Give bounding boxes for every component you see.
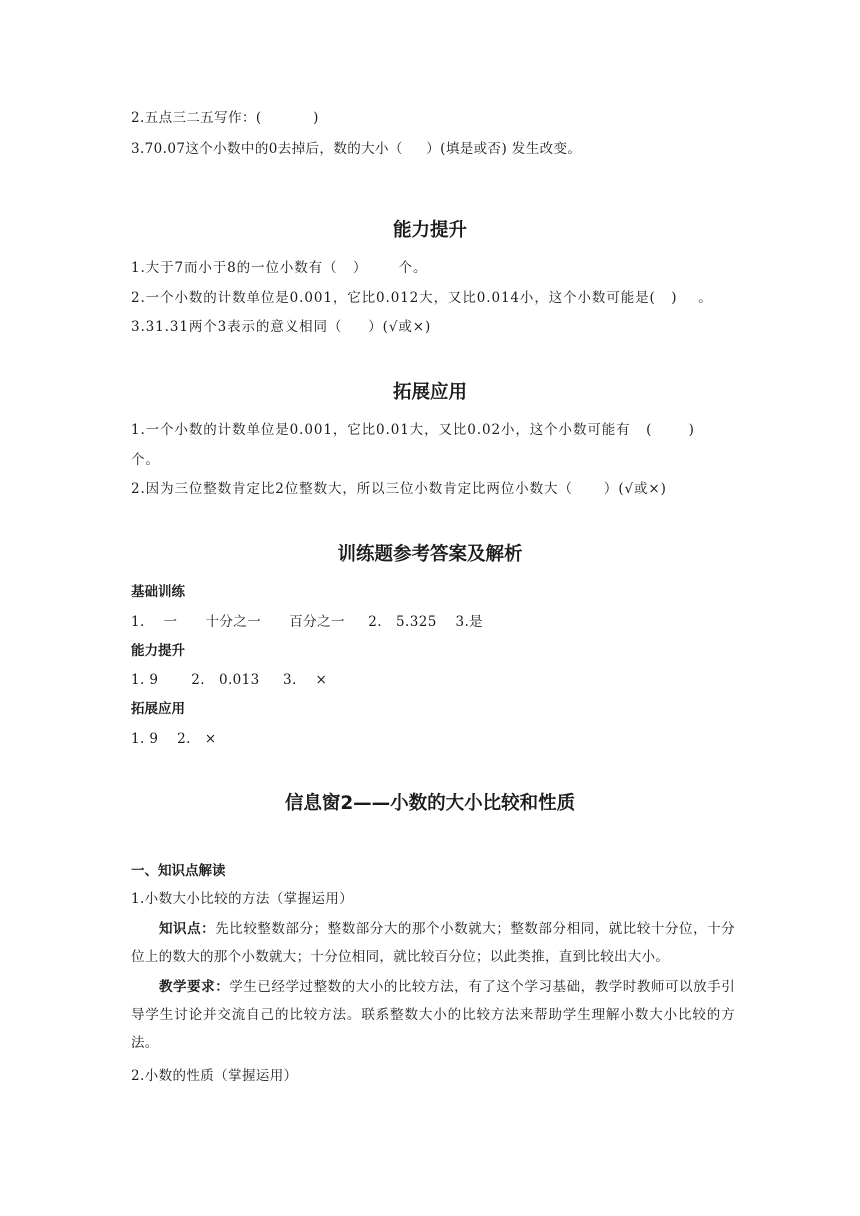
extension-item-1-cont: 个。 bbox=[131, 452, 160, 468]
ability-item-3: 3.31.31两个3表示的意义相同（ ）(√或×) bbox=[131, 319, 432, 335]
answers-basic-line: 1. 一 十分之一 百分之一 2. 5.325 3.是 bbox=[131, 614, 484, 630]
knowledge-item-2: 2.小数的性质（掌握运用） bbox=[131, 1068, 298, 1084]
answers-heading: 训练题参考答案及解析 bbox=[337, 544, 523, 565]
answers-ability-label: 能力提升 bbox=[131, 643, 185, 659]
extension-item-1: 1.一个小数的计数单位是0.001，它比0.01大，又比0.02小，这个小数可能有 ( ) bbox=[131, 422, 695, 438]
section-heading: 信息窗2——小数的大小比较和性质 bbox=[284, 793, 576, 814]
teaching-paragraph bbox=[131, 973, 735, 1057]
answers-basic-label: 基础训练 bbox=[131, 584, 185, 600]
practice-item-2: 2.五点三二五写作：( ) bbox=[131, 110, 319, 126]
practice-item-3: 3.70.07这个小数中的0去掉后，数的大小（ ）(填是或否) 发生改变。 bbox=[131, 141, 582, 157]
ability-item-1: 1.大于7而小于8的一位小数有（ ） 个。 bbox=[131, 260, 428, 276]
answers-ability-line: 1. 9 2. 0.013 3. × bbox=[131, 672, 328, 688]
part1-heading: 一、知识点解读 bbox=[131, 863, 226, 879]
extension-heading: 拓展应用 bbox=[392, 382, 467, 403]
ability-item-2: 2.一个小数的计数单位是0.001，它比0.012大，又比0.014小，这个小数可能是( ) 。 bbox=[131, 290, 713, 306]
knowledge-paragraph bbox=[131, 915, 735, 971]
knowledge-text: 先比较整数部分；整数部分大的那个小数就大；整数部分相同，就比较十分位，十分位上的数大的那个小数就大；十分位相同，就比较百分位；以此类推，直到比较出大小。 bbox=[131, 921, 735, 965]
ability-heading: 能力提升 bbox=[392, 220, 467, 241]
answers-extension-label: 拓展应用 bbox=[131, 701, 185, 717]
extension-item-2: 2.因为三位整数肯定比2位整数大，所以三位小数肯定比两位小数大（ ）(√或×) bbox=[131, 481, 667, 497]
teaching-label: 教学要求： bbox=[159, 979, 230, 995]
knowledge-item-1: 1.小数大小比较的方法（掌握运用） bbox=[131, 891, 354, 907]
knowledge-label: 知识点： bbox=[159, 921, 216, 937]
teaching-text: 学生已经学过整数的大小的比较方法，有了这个学习基础，教学时教师可以放手引导学生讨论并交流自己的比较方法。联系整数大小的比较方法来帮助学生理解小数大小比较的方法。 bbox=[131, 979, 735, 1051]
answers-extension-line: 1. 9 2. × bbox=[131, 731, 217, 747]
